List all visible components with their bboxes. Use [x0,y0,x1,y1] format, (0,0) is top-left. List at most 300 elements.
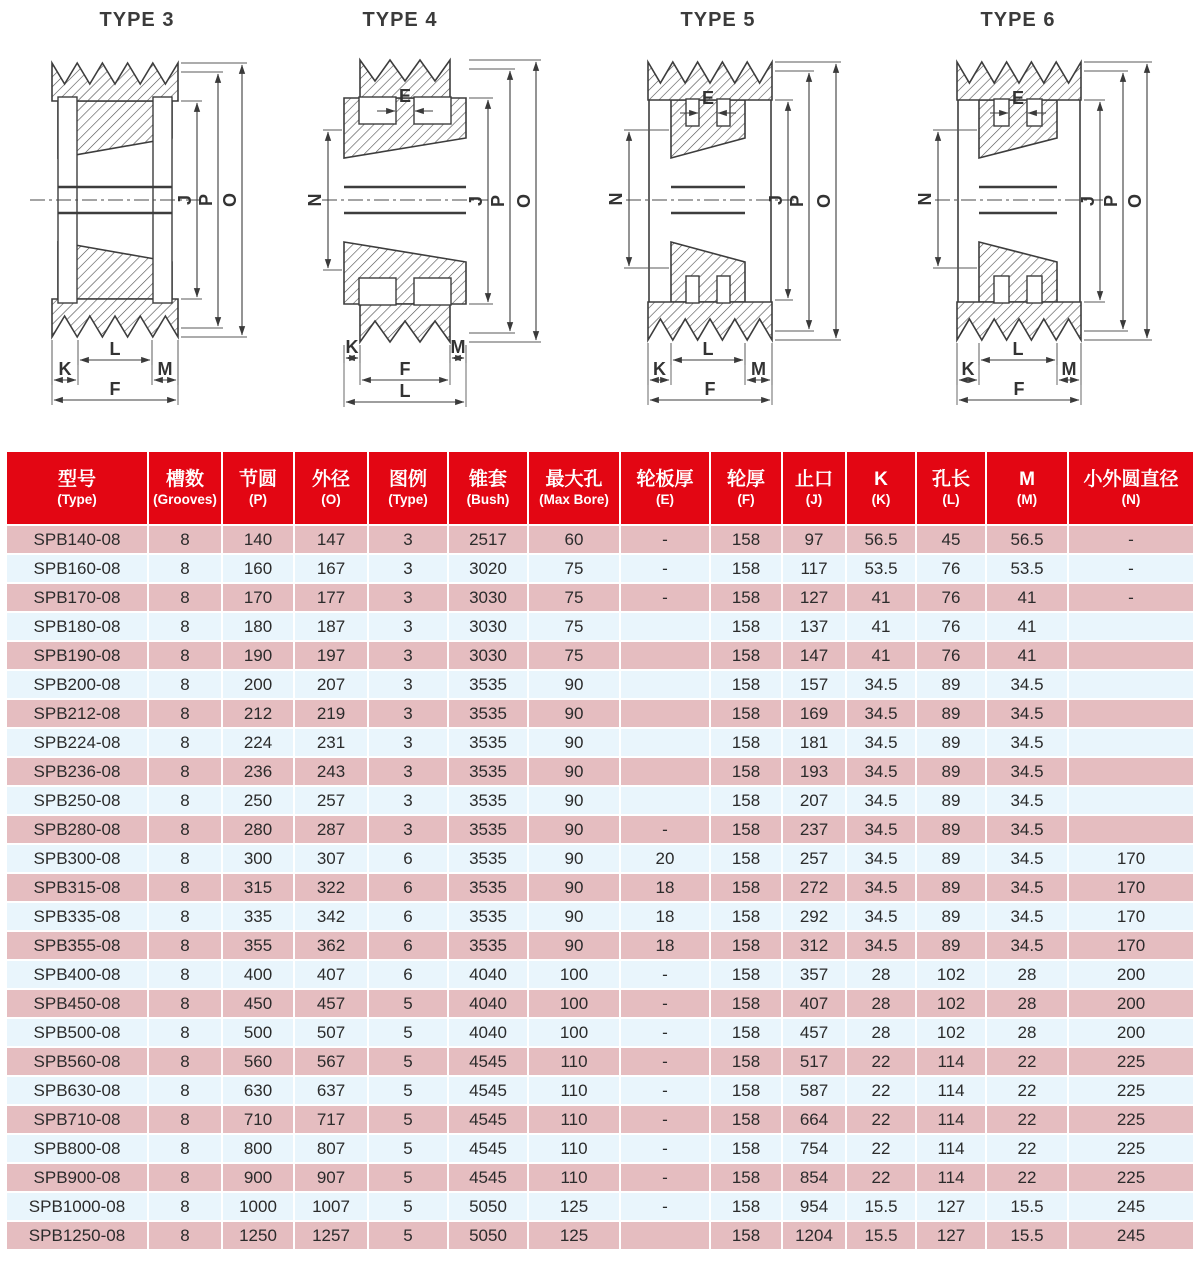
column-header [529,452,619,524]
value-cell [621,700,709,727]
value-cell: 158 [711,845,781,872]
value-cell: 3 [369,613,447,640]
value-cell: 8 [149,903,221,930]
table-row [7,1164,1193,1191]
spec-table-wrap [0,445,1200,1251]
value-cell: 807 [295,1135,367,1162]
value-cell: 3535 [449,700,527,727]
value-cell: 567 [295,1048,367,1075]
model-cell: SPB355-08 [7,932,147,959]
model-cell: SPB315-08 [7,874,147,901]
value-cell: 342 [295,903,367,930]
value-cell: 89 [917,729,985,756]
value-cell: 954 [783,1193,845,1220]
value-cell: 224 [223,729,293,756]
diagram-title: TYPE 5 [680,9,756,31]
value-cell [1069,642,1193,669]
value-cell: 8 [149,932,221,959]
dim-label-O: O [514,193,534,209]
model-cell: SPB236-08 [7,758,147,785]
value-cell: 110 [529,1077,619,1104]
column-header-en: (Type) [57,491,97,507]
value-cell: 1257 [295,1222,367,1249]
model-cell: SPB450-08 [7,990,147,1017]
value-cell: 4545 [449,1135,527,1162]
value-cell: - [621,1193,709,1220]
dim-label-P: P [196,193,216,207]
value-cell: 28 [847,990,915,1017]
value-cell: 907 [295,1164,367,1191]
value-cell: 2517 [449,526,527,553]
value-cell: 89 [917,758,985,785]
value-cell: 3535 [449,903,527,930]
value-cell: 170 [1069,845,1193,872]
column-header-zh: M [1019,469,1035,491]
value-cell: 8 [149,613,221,640]
web-recess-bottom-right [414,278,451,305]
dim-label-P: P [787,194,807,208]
value-cell: 75 [529,613,619,640]
pulley-lower-body [671,242,745,302]
value-cell: 6 [369,903,447,930]
value-cell: - [621,1164,709,1191]
value-cell: - [1069,555,1193,582]
value-cell: 127 [917,1222,985,1249]
value-cell: 157 [783,671,845,698]
value-cell: 207 [783,787,845,814]
value-cell: 125 [529,1193,619,1220]
value-cell: 3030 [449,584,527,611]
model-cell: SPB224-08 [7,729,147,756]
value-cell: - [621,1077,709,1104]
value-cell: 800 [223,1135,293,1162]
table-row [7,526,1193,553]
dim-label-M: M [1061,359,1077,379]
value-cell [1069,729,1193,756]
value-cell: 4040 [449,1019,527,1046]
column-header-en: (P) [249,491,267,507]
value-cell: 41 [847,584,915,611]
table-row [7,613,1193,640]
value-cell: 8 [149,816,221,843]
column-header-zh: 轮厚 [726,469,765,491]
value-cell: 90 [529,671,619,698]
value-cell: 89 [917,845,985,872]
value-cell: 1250 [223,1222,293,1249]
value-cell: 560 [223,1048,293,1075]
value-cell: 170 [223,584,293,611]
table-row [7,758,1193,785]
value-cell: 147 [295,526,367,553]
value-cell: 110 [529,1048,619,1075]
value-cell: 507 [295,1019,367,1046]
value-cell: 158 [711,700,781,727]
value-cell: 231 [295,729,367,756]
dim-label-F: F [399,359,411,379]
value-cell [621,1222,709,1249]
value-cell: 18 [621,903,709,930]
value-cell: 335 [223,903,293,930]
rim-grooves-bottom [52,299,178,337]
value-cell: 3535 [449,729,527,756]
value-cell: 89 [917,874,985,901]
column-header-zh: 止口 [794,469,833,491]
column-header-zh: 最大孔 [545,469,603,491]
model-cell: SPB280-08 [7,816,147,843]
value-cell: 170 [1069,903,1193,930]
value-cell: 3535 [449,671,527,698]
model-cell: SPB170-08 [7,584,147,611]
table-row [7,874,1193,901]
table-row [7,642,1193,669]
web-recess-bottom-left [994,276,1009,303]
value-cell: 5 [369,1164,447,1191]
model-cell: SPB560-08 [7,1048,147,1075]
value-cell: 362 [295,932,367,959]
value-cell: 190 [223,642,293,669]
column-header [449,452,527,524]
value-cell: 158 [711,787,781,814]
value-cell: 3 [369,700,447,727]
spec-table [5,450,1195,1251]
value-cell: 56.5 [987,526,1067,553]
value-cell: 158 [711,584,781,611]
dim-label-L: L [1012,339,1024,359]
pulley-upper-body [671,100,745,158]
value-cell: 5 [369,1222,447,1249]
value-cell: 89 [917,903,985,930]
value-cell: 158 [711,990,781,1017]
dim-label-L: L [399,381,411,401]
diagram-title: TYPE 6 [980,9,1056,31]
dim-label-N: N [305,193,325,207]
value-cell: 5 [369,1048,447,1075]
dim-label-E: E [1011,88,1025,108]
value-cell: 34.5 [847,816,915,843]
value-cell: 5 [369,1106,447,1133]
dim-label-M: M [751,359,766,379]
value-cell: - [621,555,709,582]
table-row [7,903,1193,930]
value-cell: 90 [529,816,619,843]
model-cell: SPB335-08 [7,903,147,930]
value-cell: 170 [1069,932,1193,959]
value-cell: 158 [711,1019,781,1046]
column-header [847,452,915,524]
value-cell: 243 [295,758,367,785]
value-cell: 3 [369,671,447,698]
value-cell: 60 [529,526,619,553]
dim-label-F: F [109,379,121,399]
dim-label-L: L [702,339,714,359]
value-cell: 41 [987,642,1067,669]
value-cell: 8 [149,1019,221,1046]
value-cell: 8 [149,700,221,727]
model-cell: SPB800-08 [7,1135,147,1162]
value-cell: 22 [847,1164,915,1191]
column-header-zh: 图例 [388,469,427,491]
value-cell: 127 [783,584,845,611]
value-cell: 158 [711,874,781,901]
value-cell: 237 [783,816,845,843]
value-cell: - [621,961,709,988]
dim-label-J: J [766,194,786,206]
value-cell: 854 [783,1164,845,1191]
spec-table-body [7,526,1193,1249]
column-header-zh: 外径 [311,469,350,491]
value-cell: 400 [223,961,293,988]
value-cell: 8 [149,584,221,611]
value-cell [621,787,709,814]
value-cell: 200 [1069,961,1193,988]
model-cell: SPB500-08 [7,1019,147,1046]
dim-label-K: K [961,359,975,379]
value-cell: 158 [711,1164,781,1191]
value-cell: 517 [783,1048,845,1075]
value-cell: 34.5 [847,903,915,930]
value-cell: 312 [783,932,845,959]
value-cell: 8 [149,671,221,698]
value-cell: 225 [1069,1048,1193,1075]
value-cell: 717 [295,1106,367,1133]
value-cell: 225 [1069,1164,1193,1191]
value-cell: 3 [369,642,447,669]
value-cell: 89 [917,816,985,843]
rim-grooves-bottom [360,304,450,342]
value-cell: 89 [917,787,985,814]
column-header-en: (J) [805,491,823,507]
table-row [7,990,1193,1017]
value-cell: 3535 [449,932,527,959]
value-cell: 34.5 [847,845,915,872]
model-cell: SPB710-08 [7,1106,147,1133]
model-cell: SPB250-08 [7,787,147,814]
dim-label-M: M [450,337,466,357]
value-cell: 167 [295,555,367,582]
table-row [7,1077,1193,1104]
dim-label-J: J [466,195,486,207]
value-cell: 158 [711,1193,781,1220]
value-cell: 34.5 [987,845,1067,872]
dim-label-K: K [58,359,72,379]
value-cell: 90 [529,874,619,901]
value-cell: 158 [711,642,781,669]
value-cell: 45 [917,526,985,553]
column-header [917,452,985,524]
table-row [7,584,1193,611]
dim-label-M: M [157,359,173,379]
value-cell [621,642,709,669]
pulley-diagram-type-3 [0,0,300,445]
value-cell: 22 [847,1048,915,1075]
value-cell: 197 [295,642,367,669]
value-cell [621,671,709,698]
value-cell: 28 [987,990,1067,1017]
value-cell: 158 [711,758,781,785]
value-cell: 140 [223,526,293,553]
model-cell: SPB1250-08 [7,1222,147,1249]
value-cell: - [1069,584,1193,611]
value-cell: 110 [529,1106,619,1133]
value-cell: 6 [369,961,447,988]
model-cell: SPB212-08 [7,700,147,727]
value-cell: 90 [529,787,619,814]
value-cell: 102 [917,961,985,988]
value-cell [1069,613,1193,640]
value-cell: 22 [987,1077,1067,1104]
column-header-en: (Type) [388,491,428,507]
column-header-en: (E) [656,491,674,507]
value-cell: 177 [295,584,367,611]
value-cell: 28 [847,1019,915,1046]
value-cell: 292 [783,903,845,930]
value-cell: 53.5 [847,555,915,582]
value-cell: 8 [149,1164,221,1191]
column-header [987,452,1067,524]
value-cell: 15.5 [987,1222,1067,1249]
value-cell: 207 [295,671,367,698]
dim-label-O: O [1125,193,1145,209]
value-cell: 34.5 [987,787,1067,814]
value-cell: 3 [369,758,447,785]
value-cell: 500 [223,1019,293,1046]
value-cell: - [621,816,709,843]
dim-label-P: P [1101,194,1121,208]
value-cell: 219 [295,700,367,727]
value-cell: 158 [711,671,781,698]
web-recess-bottom-right [717,276,730,303]
value-cell: 22 [987,1164,1067,1191]
value-cell: 6 [369,845,447,872]
value-cell: 158 [711,1222,781,1249]
value-cell: 315 [223,874,293,901]
value-cell: 34.5 [987,758,1067,785]
value-cell: 53.5 [987,555,1067,582]
value-cell: 457 [783,1019,845,1046]
value-cell: 710 [223,1106,293,1133]
dim-label-K: K [653,359,666,379]
value-cell: 357 [783,961,845,988]
dim-label-N: N [606,192,626,206]
column-header-en: (N) [1121,491,1141,507]
value-cell: 100 [529,1019,619,1046]
value-cell: 3 [369,816,447,843]
value-cell: 22 [847,1077,915,1104]
column-header [7,452,147,524]
value-cell: 8 [149,990,221,1017]
value-cell [1069,758,1193,785]
value-cell: 3 [369,526,447,553]
value-cell: 34.5 [987,874,1067,901]
value-cell: 158 [711,1106,781,1133]
value-cell: 4040 [449,961,527,988]
dim-label-K: K [345,337,359,357]
value-cell: 8 [149,1193,221,1220]
value-cell [1069,671,1193,698]
value-cell: 3535 [449,816,527,843]
value-cell: 89 [917,700,985,727]
value-cell: - [621,1135,709,1162]
value-cell: 158 [711,526,781,553]
value-cell: 236 [223,758,293,785]
column-header-zh: K [874,469,888,491]
value-cell: 41 [847,642,915,669]
value-cell: 587 [783,1077,845,1104]
value-cell: 41 [847,613,915,640]
column-header-zh: 孔长 [931,469,970,491]
column-header [1069,452,1193,524]
value-cell: 75 [529,555,619,582]
value-cell: 8 [149,1077,221,1104]
value-cell: 450 [223,990,293,1017]
column-header [295,452,367,524]
value-cell: 158 [711,903,781,930]
web-recess-bottom-right [1027,276,1042,303]
column-header-en: (O) [321,491,341,507]
dim-label-O: O [220,192,240,208]
value-cell: 3 [369,729,447,756]
value-cell: 28 [847,961,915,988]
value-cell: 15.5 [847,1193,915,1220]
value-cell: 102 [917,990,985,1017]
model-cell: SPB1000-08 [7,1193,147,1220]
value-cell: 76 [917,613,985,640]
value-cell: 90 [529,700,619,727]
value-cell: 110 [529,1164,619,1191]
value-cell: 4545 [449,1077,527,1104]
dim-label-N: N [915,192,935,206]
value-cell [621,758,709,785]
value-cell: 200 [1069,990,1193,1017]
value-cell: 212 [223,700,293,727]
value-cell: 181 [783,729,845,756]
value-cell: 97 [783,526,845,553]
value-cell: 8 [149,1048,221,1075]
value-cell: - [621,1019,709,1046]
value-cell: 158 [711,613,781,640]
value-cell: 4545 [449,1106,527,1133]
value-cell: 90 [529,845,619,872]
model-cell: SPB160-08 [7,555,147,582]
value-cell [621,729,709,756]
pulley-upper-body [979,100,1057,158]
value-cell: 89 [917,671,985,698]
value-cell: 158 [711,1077,781,1104]
value-cell: 1007 [295,1193,367,1220]
value-cell: 4545 [449,1164,527,1191]
value-cell: 114 [917,1164,985,1191]
value-cell: 160 [223,555,293,582]
value-cell: 22 [987,1135,1067,1162]
value-cell: 3 [369,787,447,814]
value-cell: 8 [149,1106,221,1133]
column-header [621,452,709,524]
table-row [7,932,1193,959]
value-cell: 3535 [449,758,527,785]
column-header [783,452,845,524]
value-cell: 34.5 [847,700,915,727]
web-recess-bottom-left [359,278,396,305]
value-cell: 637 [295,1077,367,1104]
value-cell: 630 [223,1077,293,1104]
rim-grooves-bottom [648,302,772,340]
value-cell: 3 [369,555,447,582]
model-cell: SPB190-08 [7,642,147,669]
value-cell: 272 [783,874,845,901]
value-cell [621,613,709,640]
column-header-en: (Bush) [466,491,510,507]
dim-label-O: O [814,193,834,209]
